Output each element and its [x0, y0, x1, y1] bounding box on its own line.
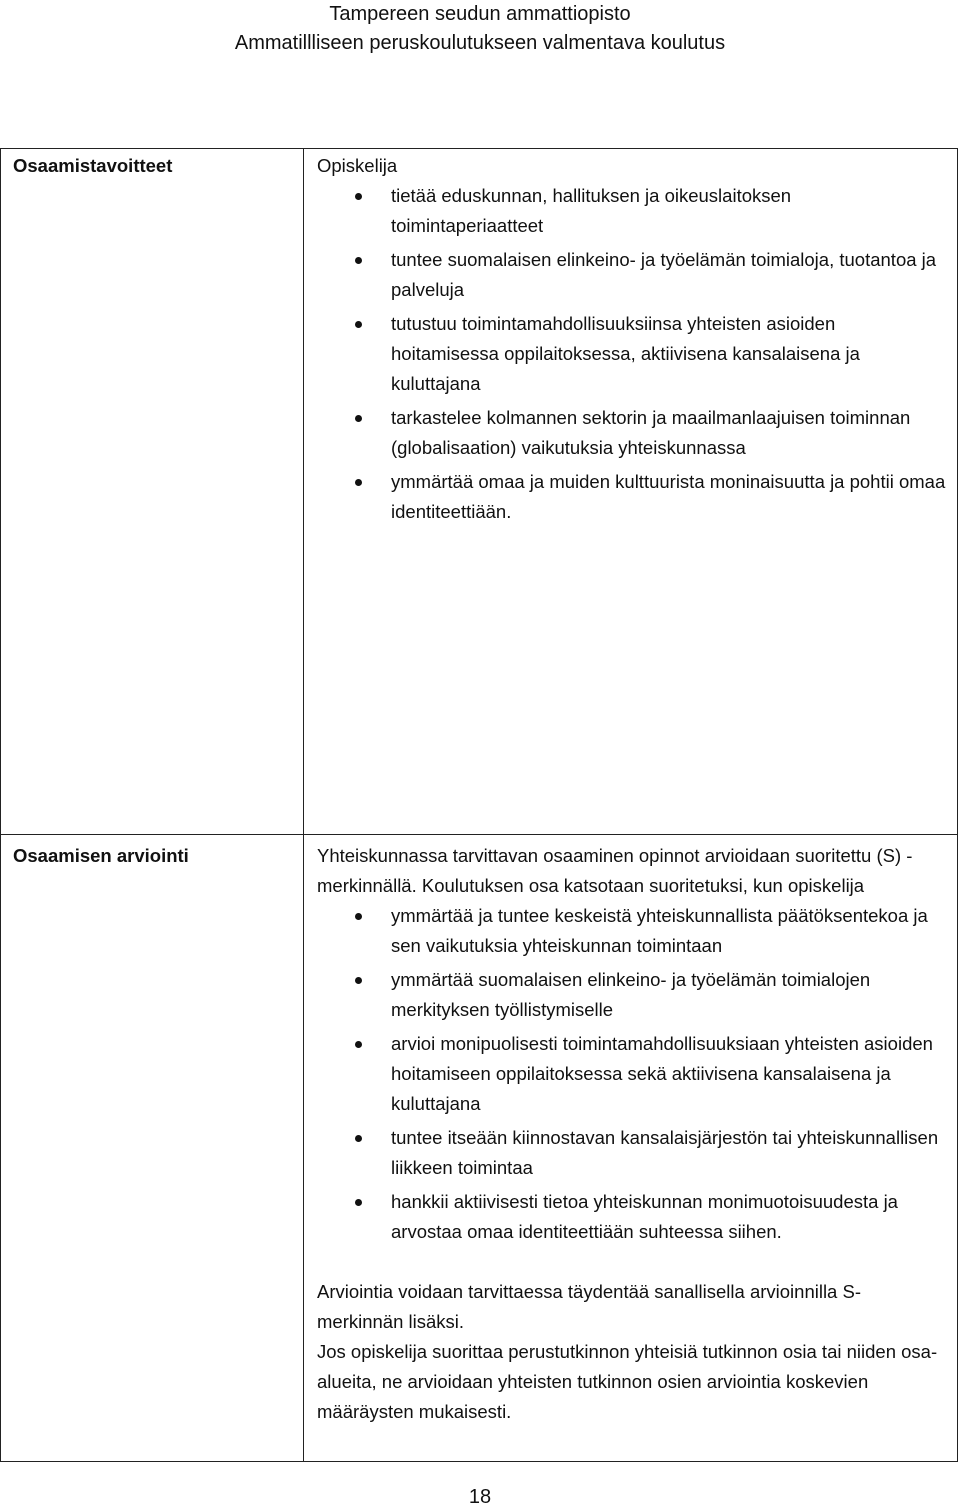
list-item: tarkastelee kolmannen sektorin ja maailmanlaajuisen toiminnan (globalisaation) vaikutuksia yhteiskunnassa	[391, 403, 947, 463]
list-item: ymmärtää omaa ja muiden kulttuurista moninaisuutta ja pohtii omaa identiteettiään.	[391, 467, 947, 527]
page-header	[0, 0, 960, 58]
assessment-label-cell	[1, 835, 304, 1462]
assessment-label: Osaamisen arviointi	[13, 845, 189, 866]
goals-label: Osaamistavoitteet	[13, 155, 173, 176]
list-item: tuntee suomalaisen elinkeino- ja työelämän toimialoja, tuotantoa ja palveluja	[391, 245, 947, 305]
goals-content-cell	[304, 149, 958, 835]
list-item: arvioi monipuolisesti toimintamahdollisuuksiaan yhteisten asioiden hoitamiseen oppilaitoksessa sekä aktiivisena kansalaisena ja kuluttajana	[391, 1029, 947, 1119]
list-item: ymmärtää suomalaisen elinkeino- ja työelämän toimialojen merkityksen työllistymiselle	[391, 965, 947, 1025]
header-program-name: Ammatillliseen peruskoulutukseen valmentava koulutus	[234, 32, 726, 54]
assessment-intro: Yhteiskunnassa tarvittavan osaaminen opinnot arvioidaan suoritettu (S) -merkinnällä. Koulutuksen osa katsotaan suoritetuksi, kun opiskelija	[317, 845, 913, 896]
page-number: 18	[468, 1486, 492, 1508]
list-item: tietää eduskunnan, hallituksen ja oikeuslaitoksen toimintaperiaatteet	[391, 181, 947, 241]
curriculum-table	[0, 148, 958, 1462]
assessment-row	[1, 835, 958, 1462]
goals-label-cell	[1, 149, 304, 835]
goals-intro: Opiskelija	[317, 155, 398, 176]
assessment-content-cell	[304, 835, 958, 1462]
header-school-name: Tampereen seudun ammattiopisto	[329, 3, 631, 25]
list-item: ymmärtää ja tuntee keskeistä yhteiskunnallista päätöksentekoa ja sen vaikutuksia yhteiskunnan toimintaan	[391, 901, 947, 961]
assessment-list	[317, 901, 947, 1247]
assessment-note-supplement: Arviointia voidaan tarvittaessa täydentää sanallisella arvioinnilla S-merkinnän lisäksi.	[317, 1281, 861, 1332]
assessment-note-common-units: Jos opiskelija suorittaa perustutkinnon yhteisiä tutkinnon osia tai niiden osa-alueita, ne arvioidaan yhteisten tutkinnon osien arviointia koskevien määräysten mukaisesti.	[317, 1341, 938, 1422]
list-item: hankkii aktiivisesti tietoa yhteiskunnan monimuotoisuudesta ja arvostaa omaa identiteettiään suhteessa siihen.	[391, 1187, 947, 1247]
list-item: tutustuu toimintamahdollisuuksiinsa yhteisten asioiden hoitamisessa oppilaitoksessa, aktiivisena kansalaisena ja kuluttajana	[391, 309, 947, 399]
goals-list	[317, 181, 947, 527]
goals-row	[1, 149, 958, 835]
list-item: tuntee itseään kiinnostavan kansalaisjärjestön tai yhteiskunnallisen liikkeen toimintaa	[391, 1123, 947, 1183]
